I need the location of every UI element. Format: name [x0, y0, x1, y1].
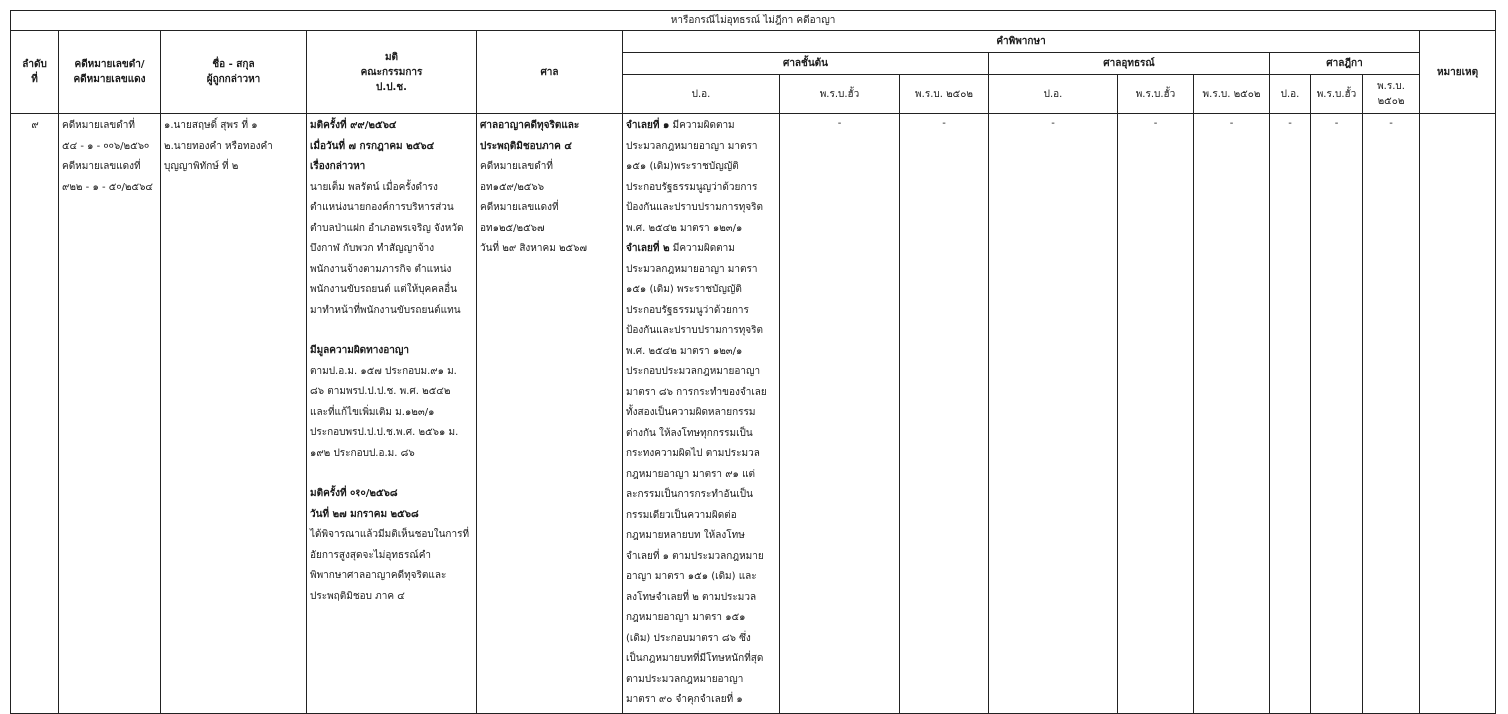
text-line: ประพฤติมิชอบ ภาค ๔	[310, 590, 405, 602]
text-line: มาตรา ๘๖ การกระทำของจำเลย	[626, 386, 767, 398]
cell-appeal-po: -	[989, 114, 1118, 714]
text-line: ๑.นายสฤษดิ์ สุพร ที่ ๑	[164, 120, 258, 131]
text-line: มาทำหน้าที่พนักงานขับรถยนต์แทน	[310, 304, 461, 316]
header-order: ลำดับ ที่	[11, 31, 59, 114]
text-line: พนักงานจ้างตามภารกิจ ตำแหน่ง	[310, 263, 452, 275]
header-first-prb-2502: พ.ร.บ. ๒๕๐๒	[900, 75, 989, 114]
text-line: ป้องกันและปราบปรามการทุจริต	[626, 325, 764, 336]
text-line: ประกอบพรป.ป.ป.ช.พ.ศ. ๒๕๖๑ ม.	[310, 427, 459, 438]
text-line: อท๑๒๕/๒๕๖๗	[480, 222, 545, 234]
text-line: ๑๙๒ ประกอบป.อ.ม. ๘๖	[310, 447, 415, 459]
judgment-2-first: มีความผิดตาม	[669, 243, 735, 254]
header-remark: หมายเหตุ	[1420, 31, 1496, 114]
text-line: พิพากษาศาลอาญาคดีทุจริตและ	[310, 570, 447, 581]
text-line: ประกอบประมวลกฎหมายอาญา	[626, 366, 761, 377]
text-line: อท๑๕๙/๒๕๖๖	[480, 181, 545, 193]
text-line: วันที่ ๒๙ สิงหาคม ๒๕๖๗	[480, 243, 587, 254]
text-line: ลงโทษจำเลยที่ ๒ ตามประมวล	[626, 591, 757, 603]
judgment-1-first: มีความผิดตาม	[669, 120, 735, 131]
text-line: เป็นกฎหมายบทที่มีโทษหนักที่สุด	[626, 653, 764, 664]
text-line: คดีหมายเลขดำที่	[62, 120, 135, 131]
resolution-1-date: เมื่อวันที่ ๗ กรกฎาคม ๒๕๖๔	[310, 140, 435, 152]
text-line: ต่างกัน ให้ลงโทษทุกกรรมเป็น	[626, 427, 753, 439]
text-line: จำเลยที่ ๑ ตามประมวลกฎหมาย	[626, 550, 764, 562]
text-line: ประกอบรัฐธรรมนูญว่าด้วยการ	[626, 181, 758, 193]
text-line: อัยการสูงสุดจะไม่อุทธรณ์คำ	[310, 549, 431, 561]
judgment-1-title: จำเลยที่ ๑	[626, 120, 670, 131]
text-line: กระทงความผิดไป ตามประมวล	[626, 448, 760, 459]
cell-case-no	[59, 114, 161, 714]
header-first-prb-elect: พ.ร.บ.ฮั้ว	[780, 75, 900, 114]
header-supreme-prb-elect: พ.ร.บ.ฮั้ว	[1311, 75, 1363, 114]
text-line: พ.ศ. ๒๕๔๒ มาตรา ๑๒๓/๑	[626, 222, 743, 234]
text-line: ๙๒๒ - ๑ - ๕०/๒๕๖๔	[62, 181, 154, 193]
header-first-court: ศาลชั้นต้น	[623, 53, 989, 75]
text-line: ตำบลป่าแฝก อำเภอพรเจริญ จังหวัด	[310, 222, 464, 234]
text-line: ประกอบรัฐธรรมนูว่าด้วยการ	[626, 304, 749, 316]
cell-supreme-prb-elect: -	[1311, 114, 1363, 714]
header-appeal-court: ศาลอุทธรณ์	[989, 53, 1270, 75]
cell-supreme-po: -	[1270, 114, 1311, 714]
text-line: ตำแหน่งนายกองค์การบริหารส่วน	[310, 202, 454, 213]
resolution-2-date: วันที่ ๒๗ มกราคม ๒๕๖๘	[310, 508, 419, 520]
header-court: ศาล	[477, 31, 623, 114]
text-line: มาตรา ๙๐ จำคุกจำเลยที่ ๑	[626, 694, 743, 705]
header-appeal-prb-elect: พ.ร.บ.ฮั้ว	[1118, 75, 1194, 114]
text-line: ละกรรมเป็นการกระทำอันเป็น	[626, 489, 753, 500]
cell-remark	[1420, 114, 1496, 714]
cell-supreme-prb-2502: -	[1363, 114, 1420, 714]
text-line: พ.ศ. ๒๕๔๒ มาตรา ๑๒๓/๑	[626, 345, 743, 357]
text-line: ศาลอาญาคดีทุจริตและ	[480, 120, 580, 131]
text-line: ประมวลกฎหมายอาญา มาตรา	[626, 263, 758, 275]
table-title: หารือกรณีไม่อุทธรณ์ ไม่ฎีกา คดีอาญา	[11, 11, 1496, 31]
header-judgment: คำพิพากษา	[623, 31, 1420, 53]
text-line: ทั้งสองเป็นความผิดหลายกรรม	[626, 407, 756, 418]
header-supreme-prb-2502: พ.ร.บ. ๒๕๐๒	[1363, 75, 1420, 114]
header-resolution: มติ คณะกรรมการ ป.ป.ช.	[307, 31, 477, 114]
subject-title: เรื่องกล่าวหา	[310, 161, 366, 172]
cell-first-prb-elect: -	[780, 114, 900, 714]
text-line: ๑๕๑ (เดิม) พระราชบัญญัติ	[626, 284, 742, 295]
judgment-2-title: จำเลยที่ ๒	[626, 243, 670, 254]
text-line: กฎหมายอาญา มาตรา ๑๕๑	[626, 612, 746, 623]
text-line: ประพฤติมิชอบภาค ๔	[480, 140, 572, 152]
text-line: ตามประมวลกฎหมายอาญา	[626, 673, 744, 685]
text-line: ป้องกันและปราบปรามการทุจริต	[626, 202, 764, 213]
header-accused: ชื่อ - สกุล ผู้ถูกกล่าวหา	[161, 31, 307, 114]
text-line: บุญญาพิทักษ์ ที่ ๒	[164, 161, 239, 172]
text-line: กฎหมายอาญา มาตรา ๙๑ แต่	[626, 468, 756, 480]
text-line: คดีหมายเลขแดงที่	[480, 202, 559, 213]
text-line: (เดิม) ประกอบมาตรา ๘๖ ซึ่ง	[626, 632, 751, 644]
header-first-po: ป.อ.	[623, 75, 780, 114]
text-line: ได้พิจารณาแล้วมีมติเห็นชอบในการที่	[310, 529, 470, 540]
header-case-no: คดีหมายเลขดำ/ คดีหมายเลขแดง	[59, 31, 161, 114]
cell-appeal-prb-elect: -	[1118, 114, 1194, 714]
cell-appeal-prb-2502: -	[1194, 114, 1270, 714]
cell-first-prb-2502: -	[900, 114, 989, 714]
text-line: ๒.นายทองคำ หรือทองคำ	[164, 140, 273, 152]
offense-title: มีมูลความผิดทางอาญา	[310, 345, 410, 356]
resolution-1-title: มติครั้งที่ ๙๙/๒๕๖๔	[310, 120, 397, 131]
resolution-2-title: มติครั้งที่ ०१०/๒๕๖๘	[310, 488, 398, 499]
cell-accused	[161, 114, 307, 714]
cell-court	[477, 114, 623, 714]
header-appeal-prb-2502: พ.ร.บ. ๒๕๐๒	[1194, 75, 1270, 114]
text-line: อาญา มาตรา ๑๕๑ (เดิม) และ	[626, 571, 757, 582]
text-line: ประมวลกฎหมายอาญา มาตรา	[626, 140, 758, 152]
cell-first-po	[623, 114, 780, 714]
text-line: คดีหมายเลขแดงที่	[62, 161, 141, 172]
header-supreme-court: ศาลฎีกา	[1270, 53, 1420, 75]
text-line: ตามป.อ.ม. ๑๕๗ ประกอบม.๙๑ ม.	[310, 365, 457, 377]
header-supreme-po: ป.อ.	[1270, 75, 1311, 114]
case-table	[10, 10, 1496, 714]
text-line: กฎหมายหลายบท ให้ลงโทษ	[626, 530, 745, 541]
text-line: พนักงานขับรถยนต์ แต่ให้บุคคลอื่น	[310, 284, 457, 295]
header-appeal-po: ป.อ.	[989, 75, 1118, 114]
text-line: คดีหมายเลขดำที่	[480, 161, 553, 172]
text-line: นายเต็ม พลรัตน์ เมื่อครั้งดำรง	[310, 181, 438, 193]
text-line: และที่แก้ไขเพิ่มเติม ม.๑๒๓/๑	[310, 406, 435, 418]
text-line: ๕๔ - ๑ - ००๖/๒๕๖०	[62, 140, 150, 152]
text-line: บึงกาฬ กับพวก ทำสัญญาจ้าง	[310, 243, 435, 254]
text-line: ๘๖ ตามพรป.ป.ป.ช. พ.ศ. ๒๕๔๒	[310, 386, 451, 397]
text-line: กรรมเดียวเป็นความผิดต่อ	[626, 509, 737, 521]
cell-resolution	[307, 114, 477, 714]
cell-order: ๙	[11, 114, 59, 714]
table-row	[11, 114, 1496, 714]
text-line: ๑๕๑ (เดิม)พระราชบัญญัติ	[626, 161, 739, 172]
